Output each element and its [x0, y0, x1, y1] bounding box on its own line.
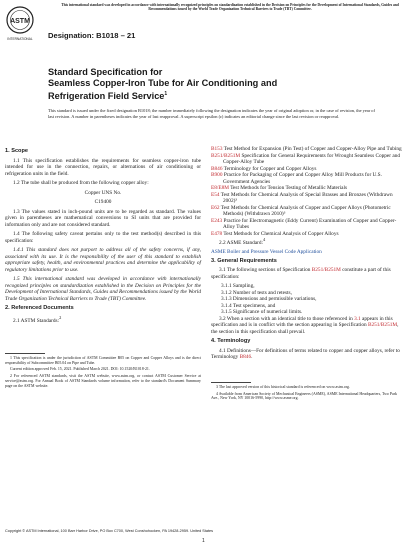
title-line-3: Refrigeration Field Service$^1$: [48, 91, 168, 102]
reference-item: [211, 192, 405, 205]
reference-code-link[interactable]: B846: [211, 165, 223, 172]
link-b251-2[interactable]: B251/B251M: [367, 322, 398, 329]
reference-title: Test Methods for Chemical Analysis of Copper Alloys: [223, 230, 339, 237]
reference-code-link[interactable]: B153: [211, 146, 223, 152]
reference-item: [211, 172, 405, 185]
para-1-5: 1.5 This international standard was developed in accordance with internationally recognized principles on standardization established in the Decision on Principles for the Development of International Standards, Guides and Recommendations issued by the World Trade Organization Technical Barriers to Trade (TBT) Committee.: [5, 276, 201, 302]
footnote-3: 3 The last approved version of this historical standard is referenced on www.astm.org.: [216, 384, 350, 389]
asme-reference[interactable]: ASME Boiler and Pressure Vessel Code Application: [211, 249, 322, 256]
copper-uns-label: Copper UNS No.: [84, 189, 122, 196]
para-2-1: 2.1 ASTM Standards:$^2$: [13, 314, 62, 324]
copper-uns-value: C19400: [94, 199, 112, 205]
reference-title: Terminology for Copper and Copper Alloys: [223, 165, 317, 172]
section-3-list: [211, 283, 405, 316]
reference-title: Practice for Electromagnetic (Eddy Current) Examination of Copper and Copper-Alloy Tubes: [223, 217, 397, 230]
reference-code-link[interactable]: E62: [211, 204, 220, 211]
list-item: 3.1.1 Sampling,: [221, 283, 255, 290]
svg-text:ASTM: ASTM: [10, 18, 30, 25]
reference-code-link[interactable]: E8/E8M: [211, 185, 229, 191]
reference-title: Test Methods for Tension Testing of Metallic Materials: [230, 185, 348, 191]
section-1-heading: 1. Scope: [5, 148, 29, 154]
title-line-2: Seamless Copper-Iron Tube for Air Conditioning and: [48, 78, 278, 89]
list-item: 3.1.3 Dimensions and permissible variations,: [221, 296, 317, 303]
reference-item: [211, 153, 405, 166]
para-1-2: 1.2 The tube shall be produced from the following copper alloy:: [13, 180, 149, 186]
para-1-4: 1.4 The following safety caveat pertains only to the test method(s) described in this specification:: [5, 231, 201, 244]
reference-title: Test Method for Expansion (Pin Test) of Copper and Copper-Alloy Pipe and Tubing: [223, 146, 402, 152]
para-1-1: 1.1 This specification establishes the requirements for seamless copper-iron tube intended for use in the connection, repairs, or alternations of air conditioning or refrigeration units in the field.: [5, 157, 201, 177]
reference-title: Test Methods for Chemical Analysis of Special Brasses and Bronzes (Withdrawn 2002)³: [220, 191, 393, 204]
list-item: 3.1.2 Number of tests and retests,: [221, 289, 292, 296]
left-column: [5, 146, 201, 391]
para-3-2: 3.2 When a section with an identical title to those referenced in 3.1 appears in this specification and is in conflict with the section appearing in Specification B251/B251M, the section in this specification shall prevail.: [211, 315, 399, 335]
document-title: [48, 67, 378, 103]
section-4-heading: 4. Terminology: [211, 338, 251, 345]
reference-code-link[interactable]: E243: [211, 217, 223, 224]
reference-title: Practice for Packaging of Copper and Copper Alloy Mill Products for U.S. Government Agencies: [223, 172, 382, 185]
footnote-divider-right: [211, 382, 251, 383]
header-notice: This international standard was developed in accordance with internationally recognized principles on standardization established in the Decision on Principles for the Development of International Standards, Guides and Recommendations issued by the World Trade Organization Technical Barriers to Trade (TBT) Committee.: [61, 3, 399, 12]
list-item: 3.1.5 Significance of numerical limits.: [221, 309, 303, 316]
section-3-heading: 3. General Requirements: [211, 257, 277, 264]
list-item: 3.1.4 Test specimens, and: [221, 302, 276, 309]
footnote-divider: [5, 353, 45, 354]
reference-list: [211, 146, 405, 237]
footnote-1b: Current edition approved Feb. 15, 2021. Published March 2021. DOI: 10.1520/B1018-21.: [10, 367, 150, 372]
footnote-1: 1 This specification is under the jurisdiction of ASTM Committee B05 on Copper and Copper Alloys and is the direct responsibility of Subcommittee B05.04 on Pipe and Tube.: [5, 355, 201, 365]
link-b251[interactable]: B251/B251M: [311, 267, 341, 274]
reference-title: Specification for General Requirements for Wrought Seamless Copper and Copper-Alloy Tube: [223, 152, 401, 165]
copyright-footer: Copyright © ASTM International, 100 Barr Harbor Drive, PO Box C700, West Conshohocken, PA 19428-2959. United States: [5, 529, 214, 533]
svg-text:INTERNATIONAL: INTERNATIONAL: [7, 37, 33, 41]
para-4-1: 4.1 Definitions—For definitions of terms related to copper and copper alloys, refer to Terminology B846.: [211, 347, 400, 361]
reference-code-link[interactable]: B900: [211, 172, 223, 178]
reference-code-link[interactable]: B251/B251M: [211, 152, 241, 159]
right-column: [211, 146, 405, 403]
title-line-1: Standard Specification for: [48, 67, 163, 77]
link-3-1[interactable]: 3.1: [354, 315, 361, 322]
reference-code-link[interactable]: E54: [211, 191, 220, 198]
reference-item: [211, 205, 405, 218]
designation: Designation: B1018 – 21: [48, 31, 136, 40]
para-3-1: 3.1 The following sections of Specification B251/B251M constitute a part of this specification:: [211, 267, 391, 280]
para-1-3: 1.3 The values stated in inch-pound units are to be regarded as standard. The values given in parentheses are mathematical conversions to SI units that are provided for information only and are not considered standard.: [5, 208, 201, 228]
reference-item: [211, 218, 405, 231]
link-b846[interactable]: B846: [239, 354, 252, 361]
astm-logo: [5, 4, 35, 44]
footnote-2: 2 For referenced ASTM standards, visit the ASTM website, www.astm.org, or contact ASTM Customer Service at service@astm.org. For Annual Book of ASTM Standards volume information, refer to the standard's Document Summary page on the ASTM website.: [5, 374, 201, 388]
para-1-4-1: 1.4.1 This standard does not purport to address all of the safety concerns, if any, associated with its use. It is the responsibility of the user of this standard to establish appropriate safety, health, and environmental practices and determine the applicability of regulatory limitations prior to use.: [5, 247, 201, 273]
footnote-4: 4 Available from American Society of Mechanical Engineers (ASME), ASME International Headquarters, Two Park Ave., New York, NY 10016-5990, http://www.asme.org.: [211, 391, 397, 401]
para-2-2: 2.2 ASME Standard:$^4$: [219, 237, 266, 246]
section-2-heading: 2. Referenced Documents: [5, 305, 74, 311]
reference-code-link[interactable]: E478: [211, 230, 223, 237]
page-number: 1: [202, 538, 205, 544]
standard-note: This standard is issued under the fixed designation B1018; the number immediately following the designation indicates the year of original adoption or, in the case of revision, the year of last revision. A number in parentheses indicates the year of last reapproval. A superscript epsilon (ε) indicates an editorial change since the last revision or reapproval.: [48, 108, 375, 119]
reference-title: Test Methods for Chemical Analysis of Copper and Copper Alloys (Photometric Methods) (Withdrawn 2010)³: [220, 204, 391, 217]
